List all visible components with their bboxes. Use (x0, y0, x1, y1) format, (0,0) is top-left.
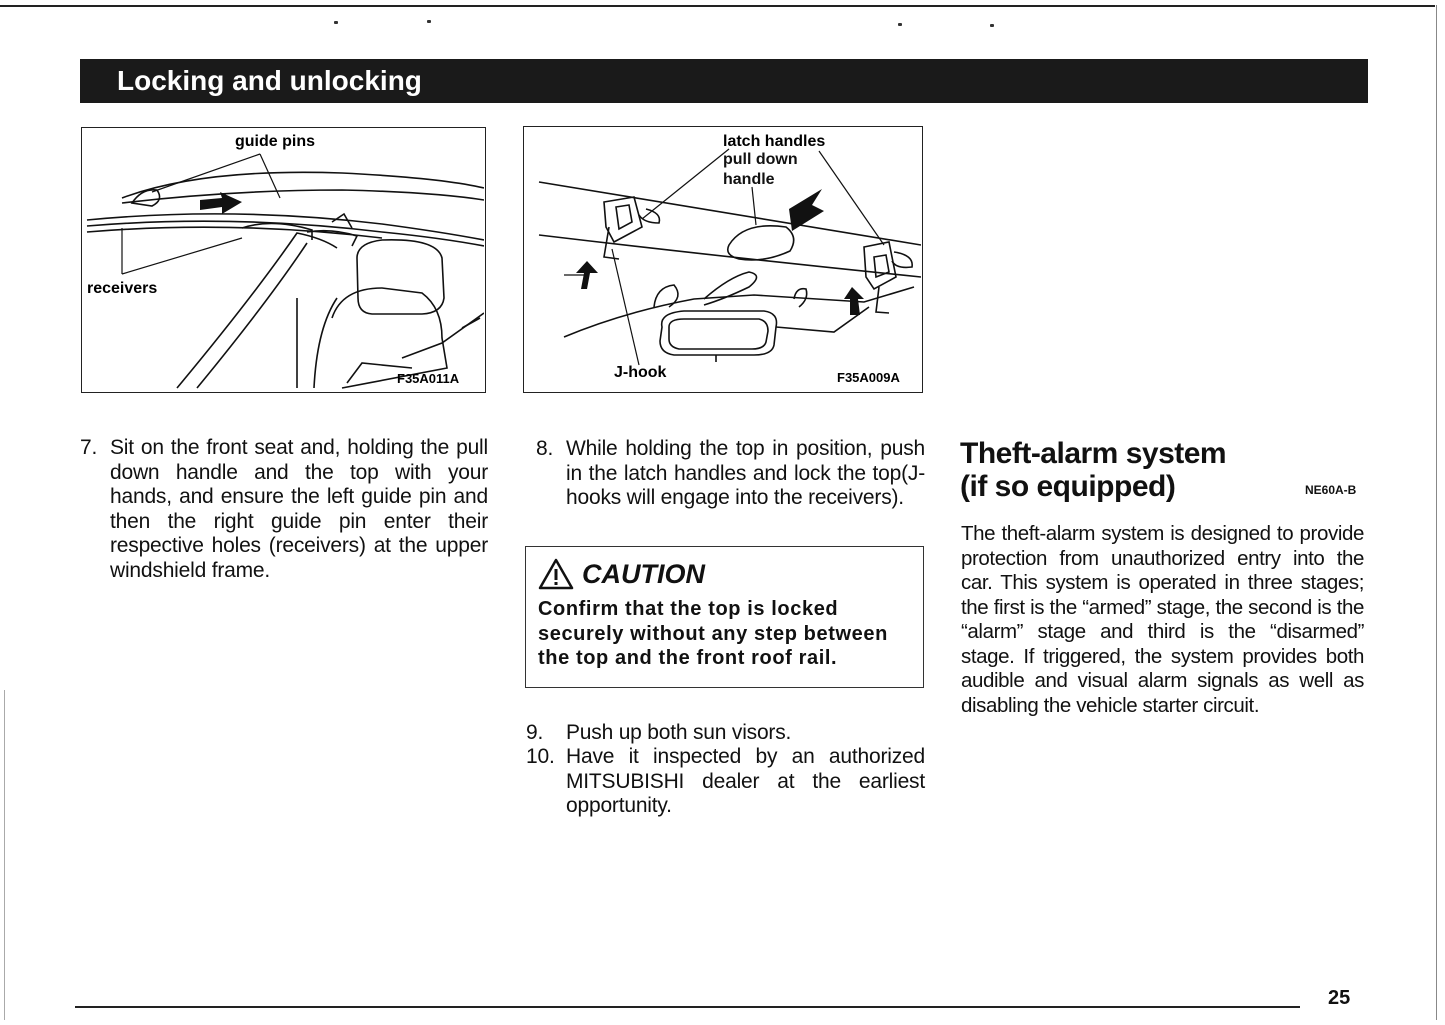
left-edge-line (4, 690, 5, 1020)
roof-guide-pins-illustration (82, 128, 484, 391)
scan-speck (334, 21, 338, 24)
page-number: 25 (1328, 987, 1351, 1009)
caution-box (525, 546, 924, 688)
step-text: Push up both sun visors. (566, 721, 792, 744)
pull-down-handle-label-wrap (723, 150, 818, 194)
figure-latch-handles (523, 126, 923, 393)
step-10 (526, 745, 925, 819)
caution-heading (538, 557, 911, 591)
guide-pins-label: guide pins (235, 133, 315, 150)
section-header: Locking and unlocking (80, 59, 1368, 103)
scan-speck (427, 20, 431, 23)
scan-speck (898, 23, 902, 26)
theft-alarm-title (960, 437, 1290, 503)
step-8 (536, 437, 925, 511)
section-code: NE60A-B (1305, 483, 1357, 497)
step-9 (526, 721, 925, 746)
figure-code: F35A009A (837, 370, 900, 385)
latch-handles-illustration (524, 127, 921, 391)
theft-alarm-body: The theft-alarm system is designed to provide protection from unauthorized entry into the car. This system is operated in three stages; the first is the “armed” stage, the second is the “alarm” stage and third is the “disarmed” stage. If triggered, the system provides both audible and visual alarm signals as well as disabling the vehicle starter circuit. (961, 522, 1364, 717)
pull-down-handle-label: pull down handle (723, 151, 798, 188)
caution-text: Confirm that the top is locked securely without any step between the top and the front roof rail. (538, 598, 888, 669)
step-text: Sit on the front seat and, holding the pull down handle and the top with your hands, and ensure the left guide pin and then the right guide pin enter their respective holes (receivers) at the upper windshield frame. (110, 436, 488, 582)
step-number: 8. (536, 437, 554, 460)
caution-title: CAUTION (582, 558, 705, 589)
theft-alarm-title-line1: Theft-alarm system (960, 437, 1227, 470)
latch-handles-label: latch handles (723, 133, 826, 150)
figure-guide-pins (81, 127, 486, 393)
step-text: While holding the top in position, push in the latch handles and lock the top(J-hooks will engage into the receivers). (566, 437, 925, 509)
warning-triangle-icon (538, 558, 574, 590)
j-hook-label: J-hook (614, 364, 667, 381)
step-number: 9. (526, 721, 544, 744)
step-text: Have it inspected by an authorized MITSUBISHI dealer at the earliest opportunity. (566, 745, 925, 817)
theft-alarm-title-line2: (if so equipped) (960, 470, 1176, 503)
step-7 (80, 436, 488, 583)
bottom-rule (75, 1006, 1300, 1008)
right-edge-line (1436, 5, 1437, 1020)
step-number: 10. (526, 745, 555, 768)
scan-speck (990, 24, 994, 27)
step-number: 7. (80, 436, 98, 459)
receivers-label: receivers (87, 280, 158, 297)
figure-code: F35A011A (397, 371, 460, 386)
top-border-line (0, 5, 1435, 7)
